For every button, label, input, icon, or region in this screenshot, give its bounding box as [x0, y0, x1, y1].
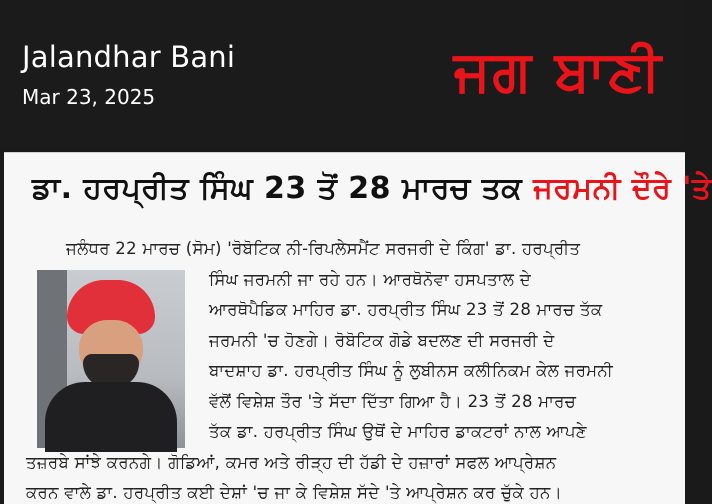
publication-date: Mar 23, 2025	[22, 85, 156, 109]
article-line-9: ਕਰਨ ਵਾਲੇ ਡਾ. ਹਰਪ੍ਰੀਤ ਕਈ ਦੇਸ਼ਾਂ 'ਚ ਜਾ ਕੇ ਵਿਸ਼ੇਸ਼ ਸੱਦੇ 'ਤੇ ਆਪ੍ਰੇਸ਼ਨ ਕਰ ਚੁੱਕੇ ਹਨ।	[26, 483, 563, 502]
headline-main: ਡਾ. ਹਰਪ੍ਰੀਤ ਸਿੰਘ 23 ਤੋਂ 28 ਮਾਰਚ ਤਕ	[32, 171, 534, 206]
article-headline	[32, 171, 712, 206]
doctor-photo	[37, 270, 185, 448]
article-line-5: ਬਾਦਸ਼ਾਹ ਡਾ. ਹਰਪ੍ਰੀਤ ਸਿੰਘ ਨੂੰ ਲੁਬੀਨਸ ਕਲੀਨਿਕਮ ਕੇਲ ਜਰਮਨੀ	[209, 361, 613, 380]
publication-header	[0, 0, 685, 146]
article-line-1: ਜਲੰਧਰ 22 ਮਾਰਚ (ਸੋਮ) 'ਰੋਬੋਟਿਕ ਨੀ-ਰਿਪਲੇਸਮੈਂਟ ਸਰਜਰੀ ਦੇ ਕਿੰਗ' ਡਾ. ਹਰਪ੍ਰੀਤ	[66, 239, 581, 258]
headline-highlight: ਜਰਮਨੀ ਦੌਰੇ 'ਤੇ	[533, 171, 712, 206]
photo-shirt	[45, 382, 177, 452]
article-line-6: ਵੱਲੋਂ ਵਿਸ਼ੇਸ਼ ਤੌਰ 'ਤੇ ਸੱਦਾ ਦਿੱਤਾ ਗਿਆ ਹੈ। 23 ਤੋਂ 28 ਮਾਰਚ	[209, 392, 577, 411]
article-line-2: ਸਿੰਘ ਜਰਮਨੀ ਜਾ ਰਹੇ ਹਨ। ਆਰਥੋਨੋਵਾ ਹਸਪਤਾਲ ਦੇ	[209, 270, 531, 289]
article-line-4: ਜਰਮਨੀ 'ਚ ਹੋਣਗੇ। ਰੋਬੋਟਿਕ ਗੋਡੇ ਬਦਲਣ ਦੀ ਸਰਜਰੀ ਦੇ	[209, 331, 555, 350]
article-line-3: ਆਰਥੋਪੈਡਿਕ ਮਾਹਿਰ ਡਾ. ਹਰਪ੍ਰੀਤ ਸਿੰਘ 23 ਤੋਂ 28 ਮਾਰਚ ਤੱਕ	[209, 300, 603, 319]
article-line-7: ਤੱਕ ਡਾ. ਹਰਪ੍ਰੀਤ ਸਿੰਘ ਉਥੋਂ ਦੇ ਮਾਹਿਰ ਡਾਕਟਰਾਂ ਨਾਲ ਆਪਣੇ	[209, 422, 587, 441]
article-clipping	[4, 152, 712, 504]
publication-name: Jalandhar Bani	[22, 40, 236, 74]
publication-logo: ਜਗ ਬਾਣੀ	[453, 39, 663, 104]
article-line-8: ਤਜ਼ਰਬੇ ਸਾਂਝੇ ਕਰਨਗੇ। ਗੋਡਿਆਂ, ਕਮਰ ਅਤੇ ਰੀੜ੍ਹ ਦੀ ਹੱਡੀ ਦੇ ਹਜ਼ਾਰਾਂ ਸਫਲ ਆਪ੍ਰੇਸ਼ਨ	[26, 453, 557, 472]
